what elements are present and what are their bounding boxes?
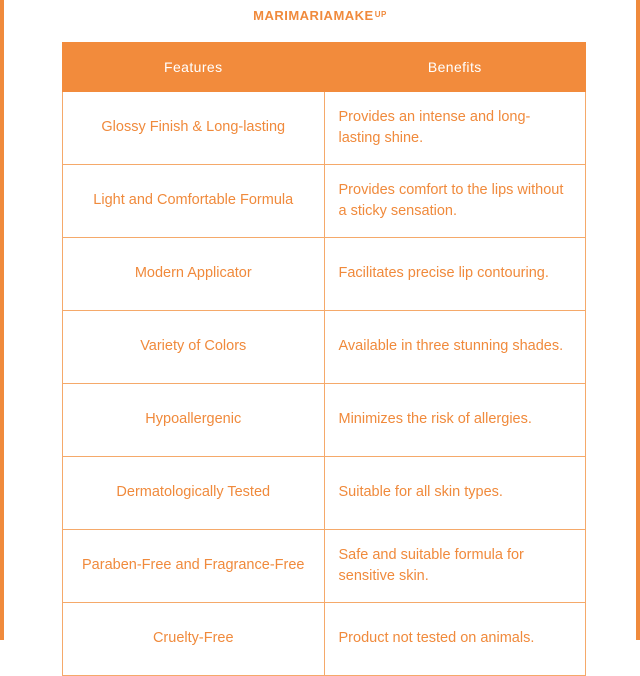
feature-cell: Hypoallergenic	[63, 384, 325, 457]
benefit-cell: Provides an intense and long-lasting shine.	[324, 92, 586, 165]
table-head	[63, 43, 586, 92]
benefit-cell: Available in three stunning shades.	[324, 311, 586, 384]
benefit-cell: Provides comfort to the lips without a sticky sensation.	[324, 165, 586, 238]
benefit-cell: Product not tested on animals.	[324, 603, 586, 676]
table-row	[63, 238, 586, 311]
brand-logo	[253, 8, 387, 23]
feature-cell: Variety of Colors	[63, 311, 325, 384]
table-row	[63, 311, 586, 384]
feature-cell: Cruelty-Free	[63, 603, 325, 676]
benefit-cell: Facilitates precise lip contouring.	[324, 238, 586, 311]
table-row	[63, 384, 586, 457]
brand-logo-main: MARIMARIAMAKE	[253, 7, 374, 23]
benefit-cell: Safe and suitable formula for sensitive skin.	[324, 530, 586, 603]
benefit-cell: Suitable for all skin types.	[324, 457, 586, 530]
table-row	[63, 165, 586, 238]
feature-cell: Glossy Finish & Long-lasting	[63, 92, 325, 165]
feature-cell: Dermatologically Tested	[63, 457, 325, 530]
table-row	[63, 530, 586, 603]
feature-cell: Paraben-Free and Fragrance-Free	[63, 530, 325, 603]
features-benefits-table	[62, 42, 586, 676]
benefit-cell: Minimizes the risk of allergies.	[324, 384, 586, 457]
feature-cell: Modern Applicator	[63, 238, 325, 311]
brand-logo-sub: UP	[374, 9, 387, 19]
table-body	[63, 92, 586, 676]
table-row	[63, 603, 586, 676]
features-benefits-table-wrapper	[62, 42, 578, 676]
brand-header	[4, 0, 636, 30]
table-header-row	[63, 43, 586, 92]
table-row	[63, 457, 586, 530]
column-header-features: Features	[63, 43, 325, 92]
table-row	[63, 92, 586, 165]
column-header-benefits: Benefits	[324, 43, 586, 92]
feature-cell: Light and Comfortable Formula	[63, 165, 325, 238]
